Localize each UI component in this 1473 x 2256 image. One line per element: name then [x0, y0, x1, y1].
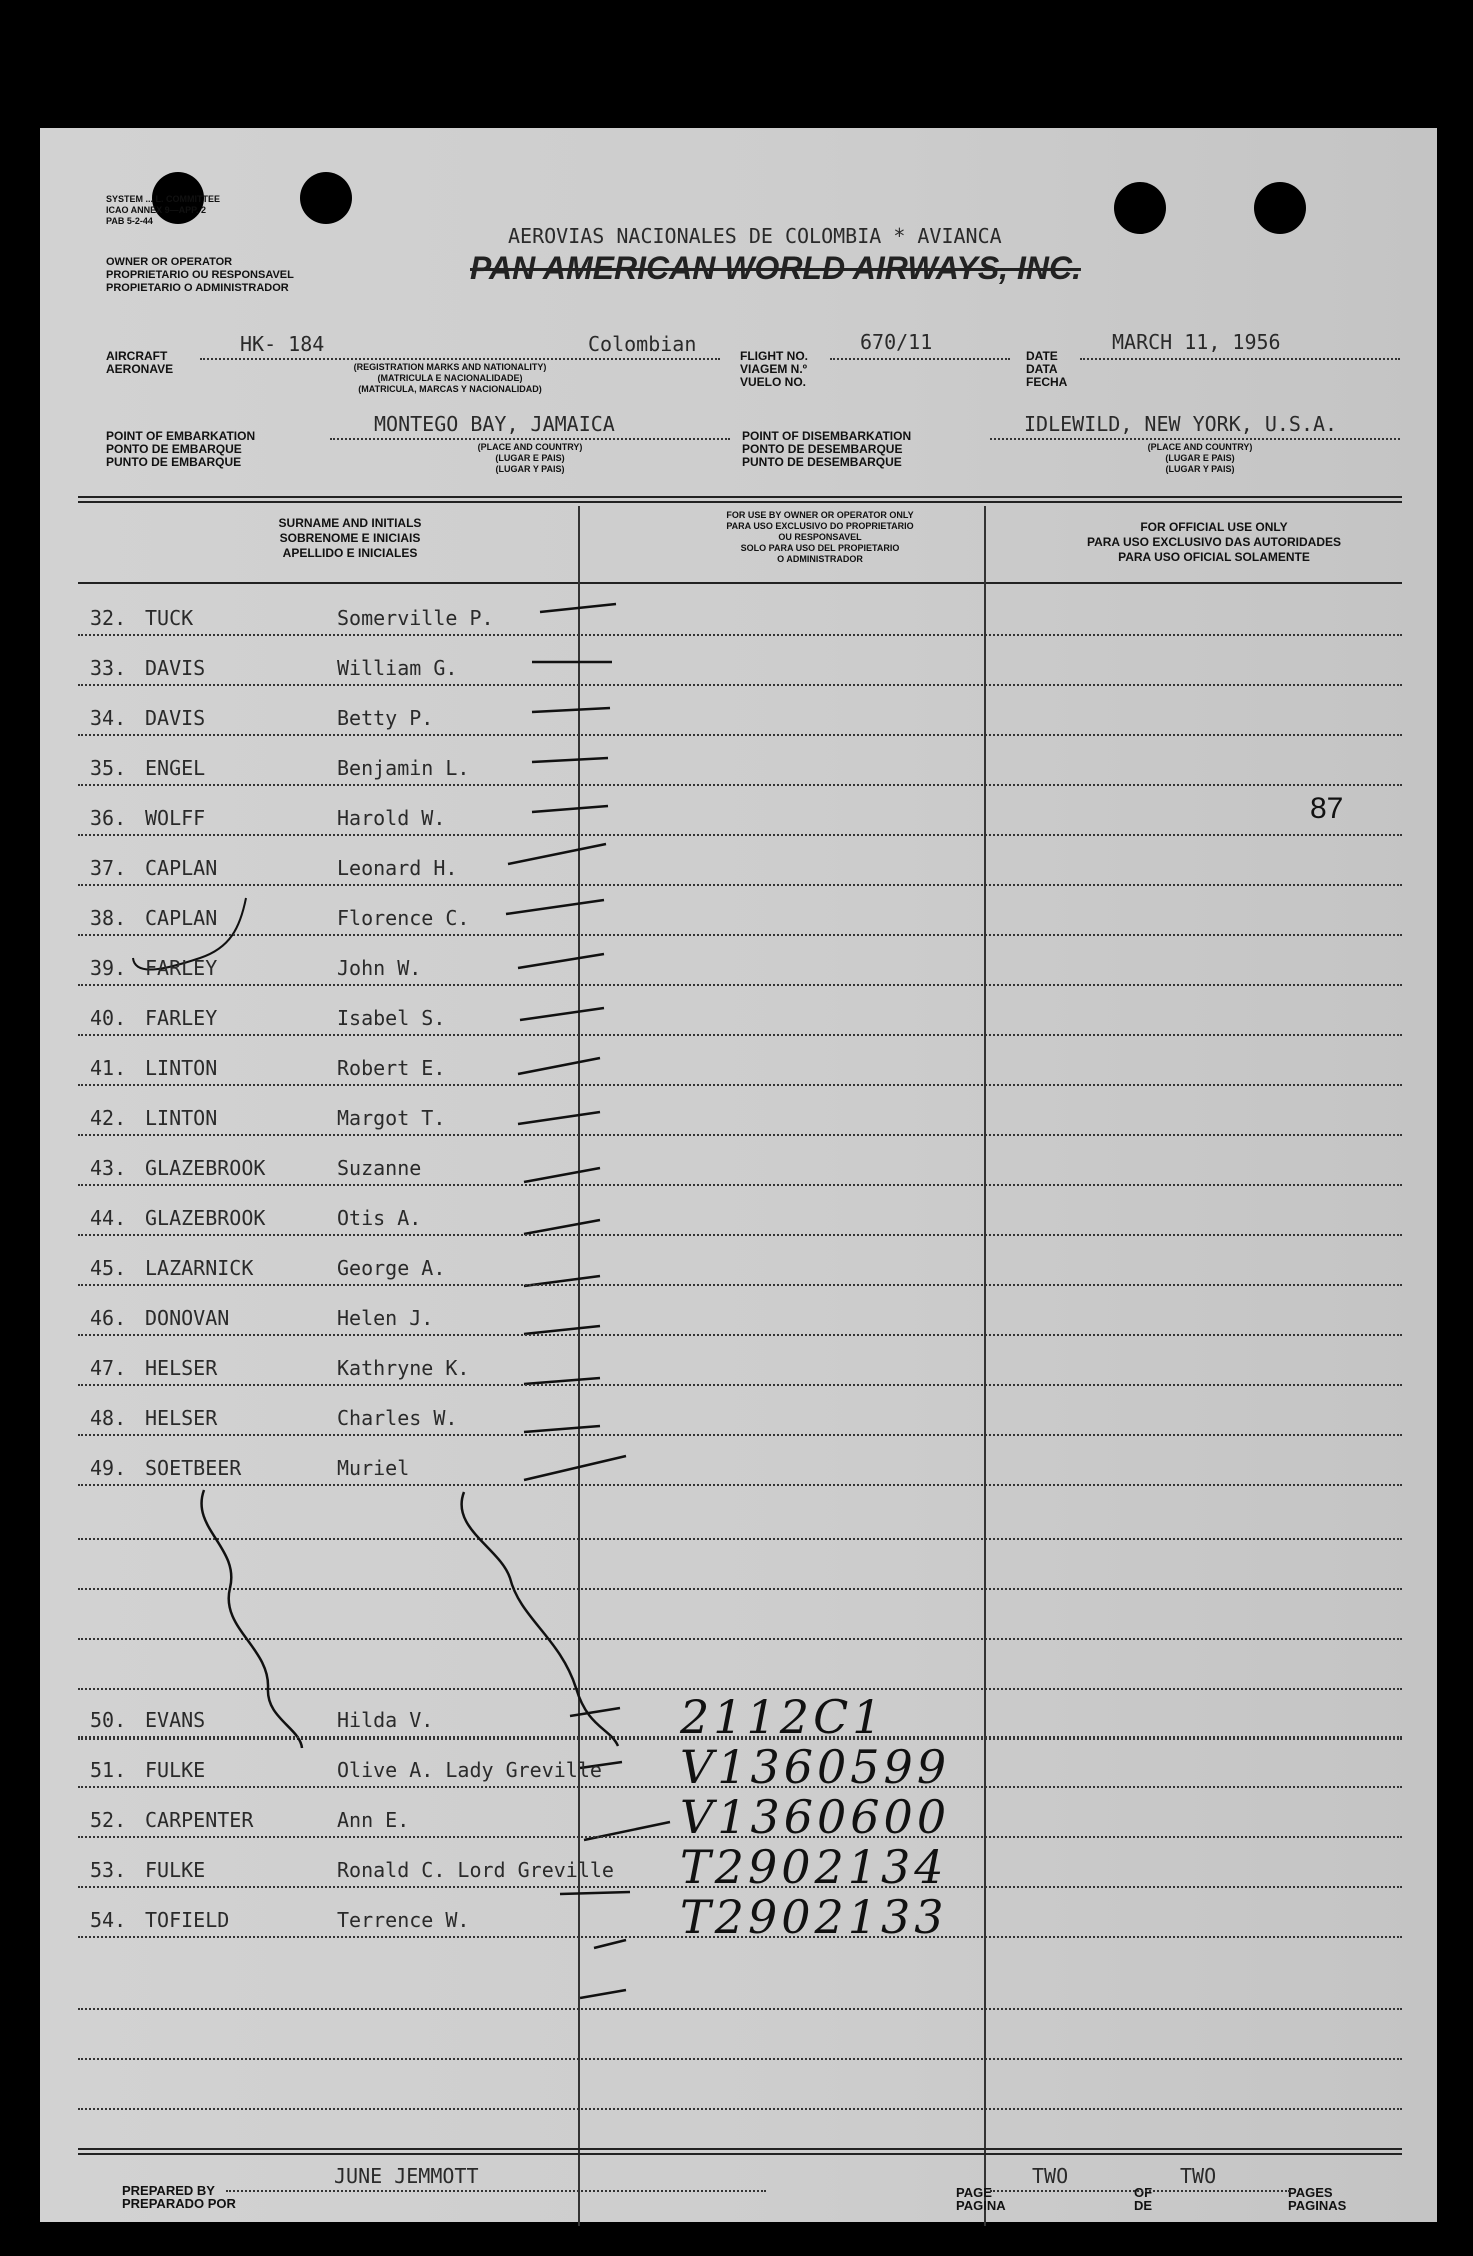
passenger-surname: ENGEL: [145, 756, 206, 780]
caption-line: (MATRICULA E NACIONALIDADE): [377, 373, 523, 383]
embark-label: POINT OF EMBARKATION: [106, 429, 256, 443]
header-line: SOLO PARA USO DEL PROPIETARIO: [740, 543, 900, 553]
nationality: Colombian: [588, 332, 697, 356]
passenger-row: [40, 1056, 1437, 1086]
embarkation: MONTEGO BAY, JAMAICA: [374, 412, 615, 436]
passenger-given-names: Ronald C. Lord Greville: [337, 1858, 614, 1882]
header-line: PARA USO EXCLUSIVO DO PROPRIETARIO: [726, 521, 914, 531]
page-number: TWO: [1032, 2164, 1069, 2188]
passenger-row: [40, 756, 1437, 786]
passenger-surname: CAPLAN: [145, 856, 218, 880]
date-label: FECHA: [1026, 375, 1068, 389]
passenger-row: [40, 806, 1437, 836]
passenger-surname: LINTON: [145, 1106, 218, 1130]
date-label: DATA: [1026, 362, 1058, 376]
passenger-row: [40, 1890, 1437, 1944]
legal-line: PAB 5-2-44: [106, 216, 153, 226]
pages-label: PAGINAS: [1288, 2198, 1347, 2213]
prepared-label: PREPARED BY: [122, 2183, 215, 2198]
passenger-surname: GLAZEBROOK: [145, 1156, 266, 1180]
footer-rule: [78, 2148, 1402, 2150]
passenger-surname: GLAZEBROOK: [145, 1206, 266, 1230]
passenger-row: [40, 706, 1437, 736]
caption-line: (LUGAR E PAIS): [495, 453, 565, 463]
passenger-row: [40, 1790, 1437, 1844]
page-rule: [990, 2190, 1290, 2192]
passenger-surname: FULKE: [145, 1858, 206, 1882]
aircraft-label: AIRCRAFT: [106, 349, 168, 363]
flight-date: MARCH 11, 1956: [1112, 330, 1281, 354]
passenger-number: 44.: [90, 1206, 127, 1230]
caption-line: (LUGAR Y PAIS): [1165, 464, 1235, 474]
passenger-row: [40, 1356, 1437, 1386]
passenger-given-names: John W.: [337, 956, 422, 980]
passenger-given-names: Betty P.: [337, 706, 434, 730]
passenger-number: 42.: [90, 1106, 127, 1130]
passenger-row: [40, 1406, 1437, 1436]
owner-label: PROPRIETARIO OU RESPONSAVEL: [106, 269, 294, 281]
airline-typed: AEROVIAS NACIONALES DE COLOMBIA * AVIANCA: [508, 224, 1002, 248]
passenger-surname: LINTON: [145, 1056, 218, 1080]
passenger-row: [40, 1840, 1437, 1894]
passenger-given-names: Kathryne K.: [337, 1356, 470, 1380]
passenger-number: 43.: [90, 1156, 127, 1180]
legal-line: ICAO ANNEX 9—APP. 2: [106, 205, 207, 215]
passenger-row: [40, 1740, 1437, 1794]
passenger-number: 37.: [90, 856, 127, 880]
passenger-row: [40, 1690, 1437, 1744]
aircraft-label: AERONAVE: [106, 362, 174, 376]
passenger-given-names: Helen J.: [337, 1306, 434, 1330]
footer-rule: [78, 2153, 1402, 2155]
embark-label: PONTO DE EMBARQUE: [106, 442, 242, 456]
date-label: DATE: [1026, 349, 1058, 363]
flight-label: VUELO NO.: [740, 375, 807, 389]
passenger-given-names: Benjamin L.: [337, 756, 470, 780]
passenger-surname: CARPENTER: [145, 1808, 254, 1832]
header-line: OU RESPONSAVEL: [778, 532, 862, 542]
manifest-sheet: [40, 128, 1437, 2222]
disembark-label: PONTO DE DESEMBARQUE: [742, 442, 903, 456]
pages-labels: [1288, 2186, 1346, 2212]
passenger-row: [40, 1006, 1437, 1036]
legal-line: SYSTEM ... L. COMMITTEE: [106, 194, 221, 204]
passenger-given-names: George A.: [337, 1256, 446, 1280]
passenger-given-names: Harold W.: [337, 806, 446, 830]
passenger-given-names: Terrence W.: [337, 1908, 470, 1932]
passenger-given-names: Olive A. Lady Greville: [337, 1758, 602, 1782]
flight-label: VIAGEM N.º: [740, 362, 808, 376]
header-line: SURNAME AND INITIALS: [278, 516, 422, 530]
passenger-number: 33.: [90, 656, 127, 680]
flight-number: 670/11: [860, 330, 933, 354]
passenger-row: [40, 856, 1437, 886]
flight-label: FLIGHT NO.: [740, 349, 808, 363]
caption-line: (MATRICULA, MARCAS Y NACIONALIDAD): [358, 384, 542, 394]
passenger-surname: DONOVAN: [145, 1306, 230, 1330]
passenger-given-names: Florence C.: [337, 906, 470, 930]
prepared-rule: [226, 2190, 766, 2192]
passenger-surname: DAVIS: [145, 706, 206, 730]
passenger-given-names: Ann E.: [337, 1808, 410, 1832]
prepared-labels: [122, 2184, 236, 2210]
passenger-row: [40, 1306, 1437, 1336]
passenger-surname: FULKE: [145, 1758, 206, 1782]
passenger-row: [40, 1106, 1437, 1136]
passenger-number: 39.: [90, 956, 127, 980]
passenger-row: [40, 956, 1437, 986]
page-total: TWO: [1180, 2164, 1217, 2188]
passenger-number: 52.: [90, 1808, 127, 1832]
passenger-surname: WOLFF: [145, 806, 206, 830]
passenger-row: [40, 1256, 1437, 1286]
ticket-number: 2112C1: [680, 1690, 886, 1744]
passenger-row: [40, 1156, 1437, 1186]
ticket-number: T2902133: [680, 1890, 948, 1944]
passenger-row: [40, 656, 1437, 686]
header-line: SOBRENOME E INICIAIS: [279, 531, 421, 545]
ticket-number: V1360600: [680, 1790, 951, 1844]
passenger-number: 38.: [90, 906, 127, 930]
passenger-number: 49.: [90, 1456, 127, 1480]
passenger-number: 50.: [90, 1708, 127, 1732]
passenger-surname: FARLEY: [145, 956, 218, 980]
header-line: PARA USO OFICIAL SOLAMENTE: [1118, 550, 1310, 564]
blank-row-rule: [78, 2058, 1402, 2060]
passenger-given-names: Charles W.: [337, 1406, 458, 1430]
passenger-surname: FARLEY: [145, 1006, 218, 1030]
passenger-surname: TOFIELD: [145, 1908, 230, 1932]
passenger-row: [40, 906, 1437, 936]
passenger-row: [40, 1206, 1437, 1236]
passenger-number: 54.: [90, 1908, 127, 1932]
header-line: FOR USE BY OWNER OR OPERATOR ONLY: [726, 510, 914, 520]
owner-label: PROPIETARIO O ADMINISTRADOR: [106, 282, 289, 294]
passenger-given-names: Robert E.: [337, 1056, 446, 1080]
passenger-surname: DAVIS: [145, 656, 206, 680]
passenger-given-names: William G.: [337, 656, 458, 680]
registration: HK- 184: [240, 332, 325, 356]
pages-label: PAGES: [1288, 2185, 1333, 2200]
official-mark: 87: [1310, 792, 1344, 825]
header-line: FOR OFFICIAL USE ONLY: [1140, 520, 1288, 534]
passenger-number: 53.: [90, 1858, 127, 1882]
blank-row-rule: [78, 2008, 1402, 2010]
passenger-number: 48.: [90, 1406, 127, 1430]
page-label: PAGINA: [956, 2198, 1006, 2213]
disembark-label: PUNTO DE DESEMBARQUE: [742, 455, 902, 469]
passenger-given-names: Margot T.: [337, 1106, 446, 1130]
header-line: O ADMINISTRADOR: [777, 554, 863, 564]
caption-line: (PLACE AND COUNTRY): [1147, 442, 1253, 452]
disembark-label: POINT OF DISEMBARKATION: [742, 429, 912, 443]
passenger-given-names: Somerville P.: [337, 606, 494, 630]
passenger-given-names: Leonard H.: [337, 856, 458, 880]
passenger-given-names: Otis A.: [337, 1206, 422, 1230]
passenger-number: 40.: [90, 1006, 127, 1030]
ticket-number: V1360599: [680, 1740, 951, 1794]
passenger-number: 41.: [90, 1056, 127, 1080]
ticket-number: T2902134: [680, 1840, 948, 1894]
caption-line: (LUGAR Y PAIS): [495, 464, 565, 474]
caption-line: (LUGAR E PAIS): [1165, 453, 1235, 463]
passenger-number: 34.: [90, 706, 127, 730]
passenger-surname: EVANS: [145, 1708, 206, 1732]
disembarkation: IDLEWILD, NEW YORK, U.S.A.: [1024, 412, 1338, 436]
passenger-number: 35.: [90, 756, 127, 780]
passenger-given-names: Isabel S.: [337, 1006, 446, 1030]
passenger-surname: LAZARNICK: [145, 1256, 254, 1280]
prepared-by: JUNE JEMMOTT: [334, 2164, 479, 2188]
passenger-row: [40, 606, 1437, 636]
passenger-number: 46.: [90, 1306, 127, 1330]
passenger-given-names: Hilda V.: [337, 1708, 434, 1732]
passenger-surname: HELSER: [145, 1356, 218, 1380]
header-line: PARA USO EXCLUSIVO DAS AUTORIDADES: [1086, 535, 1342, 549]
passenger-surname: TUCK: [145, 606, 194, 630]
page-label: PAGE: [956, 2185, 992, 2200]
passenger-number: 32.: [90, 606, 127, 630]
caption-line: (PLACE AND COUNTRY): [477, 442, 583, 452]
owner-label: OWNER OR OPERATOR: [106, 256, 233, 268]
caption-line: (REGISTRATION MARKS AND NATIONALITY): [353, 362, 547, 372]
blank-row-rule: [78, 2108, 1402, 2110]
passenger-surname: SOETBEER: [145, 1456, 242, 1480]
of-label: DE: [1134, 2198, 1153, 2213]
header-line: APELLIDO E INICIALES: [282, 546, 418, 560]
passenger-surname: HELSER: [145, 1406, 218, 1430]
passenger-given-names: Muriel: [337, 1456, 410, 1480]
embark-label: PUNTO DE EMBARQUE: [106, 455, 242, 469]
passenger-given-names: Suzanne: [337, 1156, 422, 1180]
passenger-row: [40, 1456, 1437, 1486]
passenger-number: 36.: [90, 806, 127, 830]
airline-struck: PAN AMERICAN WORLD AIRWAYS, INC.: [470, 250, 1081, 286]
passenger-surname: CAPLAN: [145, 906, 218, 930]
passenger-number: 47.: [90, 1356, 127, 1380]
passenger-number: 45.: [90, 1256, 127, 1280]
prepared-label: PREPARADO POR: [122, 2196, 236, 2211]
of-label: OF: [1134, 2185, 1153, 2200]
passenger-number: 51.: [90, 1758, 127, 1782]
